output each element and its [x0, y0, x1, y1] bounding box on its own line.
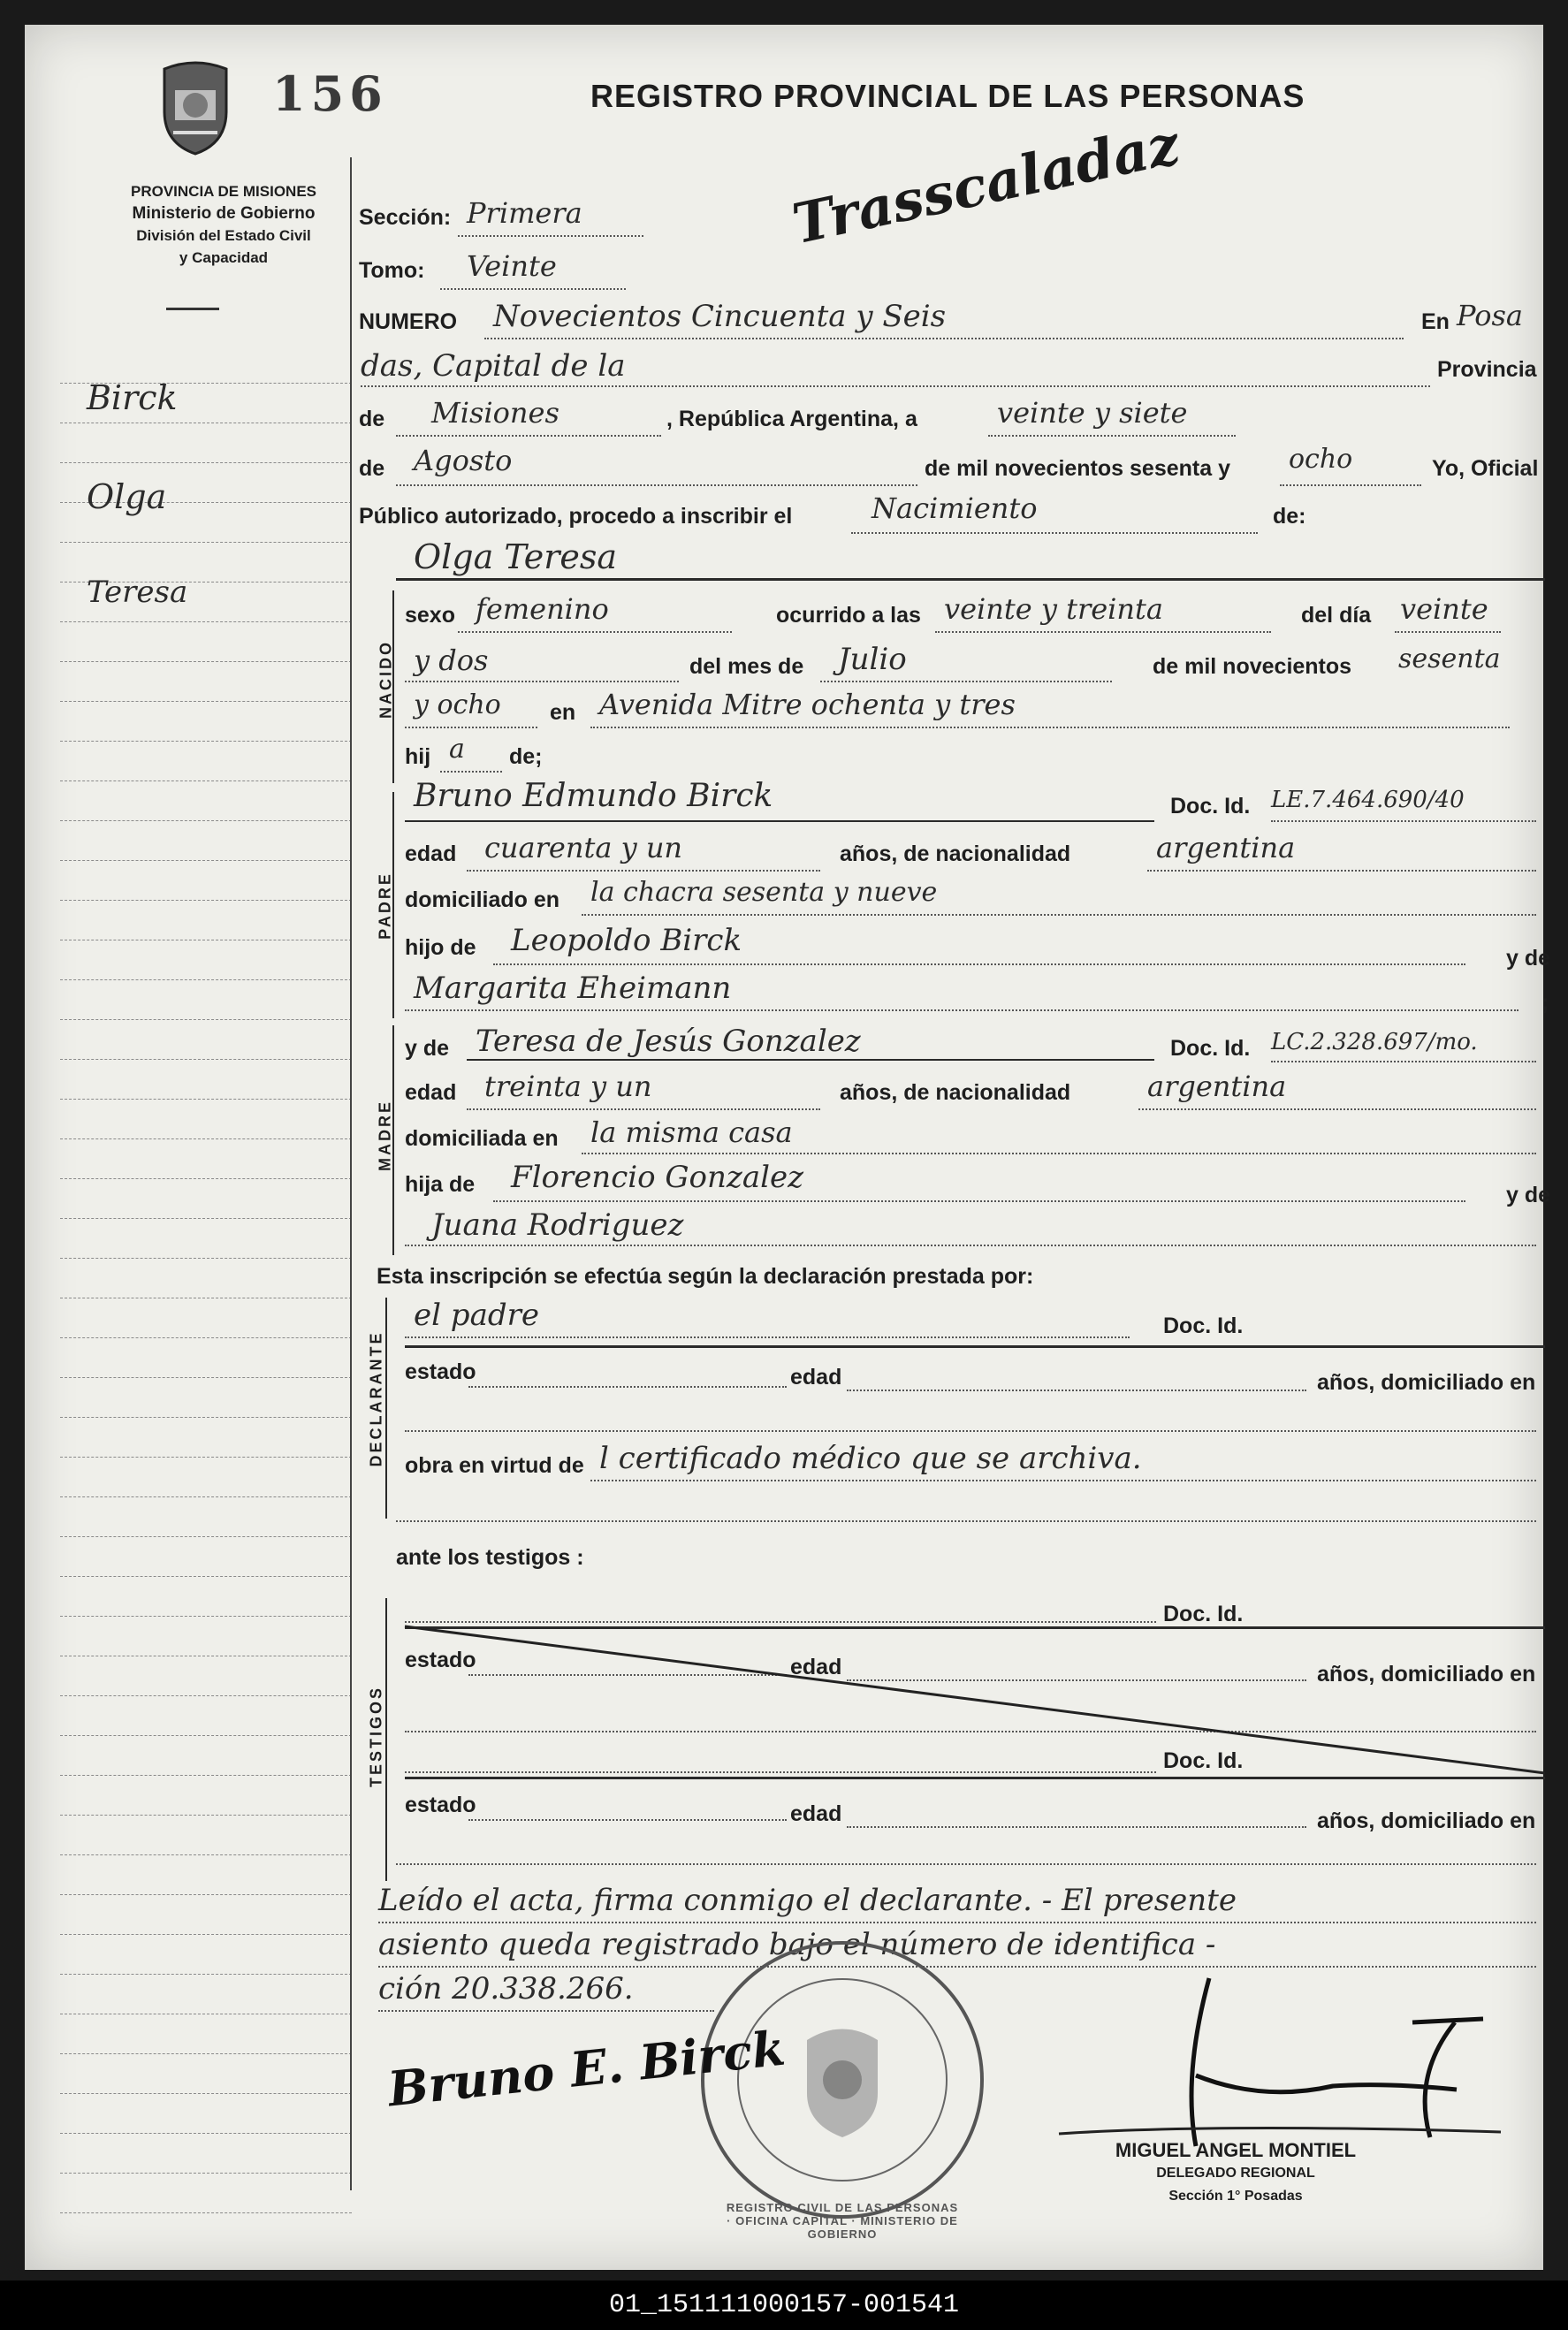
madre-domicilio: la misma casa	[590, 1116, 793, 1149]
testigo2-doc-label: Doc. Id.	[1163, 1748, 1244, 1773]
closing-line-2: asiento queda registrado bajo el número de identifica -	[378, 1927, 1216, 1962]
madre-hija-label: hija de	[405, 1172, 476, 1197]
seal-text: REGISTRO CIVIL DE LAS PERSONAS · OFICINA CAPITAL · MINISTERIO DE GOBIERNO	[726, 2201, 959, 2241]
month-value: Agosto	[414, 444, 513, 477]
declarant-signature: Bruno E. Birck	[384, 2019, 788, 2118]
declarante-doc-label: Doc. Id.	[1163, 1313, 1244, 1338]
declarante-intro: Esta inscripción se efectúa según la declaración prestada por:	[377, 1264, 1034, 1289]
nacido-side-label: NACIDO	[377, 640, 395, 719]
office-divider	[166, 308, 219, 310]
padre-nacionalidad: argentina	[1156, 831, 1296, 864]
testigos-cancel-stroke	[405, 1626, 1545, 1777]
page-title: REGISTRO PROVINCIAL DE LAS PERSONAS	[590, 78, 1305, 114]
closing-line-1: Leído el acta, firma conmigo el declarante. - El presente	[378, 1883, 1237, 1918]
official-name: MIGUEL ANGEL MONTIEL	[1115, 2139, 1357, 2161]
declarante-name: el padre	[414, 1298, 539, 1333]
obra-label: obra en virtud de	[405, 1453, 584, 1478]
folio-number: 156	[272, 65, 388, 122]
lugar-value: Avenida Mitre ochenta y tres	[599, 688, 1016, 721]
padre-edad: cuarenta y un	[484, 831, 683, 864]
declarante-side-label: DECLARANTE	[367, 1330, 385, 1467]
padre-name: Bruno Edmundo Birck	[414, 778, 773, 814]
oficial-label: Yo, Oficial	[1432, 456, 1539, 481]
testigo1-doc-label: Doc. Id.	[1163, 1602, 1244, 1626]
padre-domicilio: la chacra sesenta y nueve	[590, 877, 938, 908]
madre-y-de-label-2: y de	[1506, 1183, 1551, 1207]
madre-doc: LC.2.328.697/mo.	[1271, 1029, 1478, 1055]
madre-name: Teresa de Jesús Gonzalez	[476, 1024, 861, 1059]
en-label-2: en	[550, 700, 576, 725]
anio-part2: y ocho	[414, 689, 501, 720]
madre-edad: treinta y un	[484, 1070, 652, 1103]
madre-anios-label: años, de nacionalidad	[840, 1080, 1071, 1105]
acto-value: Nacimiento	[872, 491, 1038, 525]
madre-madre-de: Juana Rodriguez	[431, 1207, 684, 1243]
padre-padre-de: Leopoldo Birck	[511, 923, 742, 958]
day-value: veinte y siete	[997, 396, 1188, 430]
hij-de-label: de;	[509, 744, 543, 769]
madre-name-rule	[467, 1059, 1154, 1061]
testigo2-anios-label: años, domiciliado en	[1317, 1808, 1536, 1833]
closing-line-3: ción 20.338.266.	[378, 1971, 634, 2006]
madre-doc-label: Doc. Id.	[1170, 1036, 1251, 1061]
hij-label: hij	[405, 744, 431, 769]
padre-name-rule	[405, 820, 1154, 822]
madre-edad-label: edad	[405, 1080, 457, 1105]
numero-label: NUMERO	[359, 309, 458, 334]
hij-suffix: a	[449, 734, 465, 765]
office-block	[60, 180, 387, 269]
testigo2-rule	[405, 1777, 1545, 1779]
publico-label: Público autorizado, procedo a inscribir el	[359, 504, 793, 529]
margin-rule	[350, 157, 352, 2190]
padre-anios-label: años, de nacionalidad	[840, 841, 1071, 866]
padre-side-label: PADRE	[376, 872, 394, 940]
testigos-side-label: TESTIGOS	[367, 1686, 385, 1788]
provincia-value: Misiones	[431, 396, 559, 430]
dia-part1: veinte	[1400, 592, 1488, 626]
padre-hijo-label: hijo de	[405, 935, 476, 960]
padre-semicolon: ;	[1541, 990, 1549, 1015]
seccion-value: Primera	[467, 196, 582, 230]
declarante-anios-label: años, domiciliado en	[1317, 1370, 1536, 1395]
madre-domicilio-label: domiciliada en	[405, 1126, 559, 1151]
madre-padre-de: Florencio Gonzalez	[511, 1160, 804, 1195]
tomo-value: Veinte	[467, 249, 557, 283]
anio-part1: sesenta	[1398, 643, 1501, 674]
del-dia-label: del día	[1301, 603, 1372, 628]
ocurrido-label: ocurrido a las	[776, 603, 921, 628]
place-part1: Posa	[1457, 299, 1523, 332]
margin-middle-name: Teresa	[87, 575, 188, 610]
mil-label: de mil novecientos sesenta y	[925, 456, 1230, 481]
seccion-label: Sección:	[359, 205, 452, 230]
madre-side-label: MADRE	[376, 1100, 394, 1171]
testigo1-estado-label: estado	[405, 1648, 476, 1672]
margin-first-name: Olga	[87, 477, 167, 516]
mes-label: del mes de	[689, 654, 804, 679]
margin-surname: Birck	[87, 378, 178, 417]
nacido-rule	[396, 578, 1545, 581]
office-line: División del Estado Civil	[136, 227, 311, 244]
padre-doc-label: Doc. Id.	[1170, 794, 1251, 819]
office-line: PROVINCIA DE MISIONES	[130, 183, 316, 200]
sexo-value: femenino	[476, 592, 609, 626]
padre-y-de-label: y de	[1506, 946, 1551, 971]
year-suffix: ocho	[1289, 444, 1353, 475]
office-line: Ministerio de Gobierno	[132, 204, 316, 223]
dia-part2: y dos	[414, 643, 489, 677]
declarante-estado-label: estado	[405, 1359, 476, 1384]
tomo-label: Tomo:	[359, 258, 425, 283]
madre-y-de-label: y de	[405, 1036, 450, 1061]
office-line: y Capacidad	[179, 249, 269, 266]
madre-nacionalidad: argentina	[1147, 1070, 1287, 1103]
declarante-edad-label: edad	[790, 1365, 842, 1390]
mes-value: Julio	[838, 642, 907, 677]
obra-value: l certificado médico que se archiva.	[599, 1441, 1142, 1476]
provincia-label: Provincia	[1437, 357, 1537, 382]
margin-ledger	[60, 361, 361, 2261]
declarante-rule	[405, 1345, 1545, 1348]
testigos-intro: ante los testigos :	[396, 1545, 584, 1570]
de-label-2: de	[359, 456, 385, 481]
place-part2: das, Capital de la	[361, 348, 626, 384]
official-stamp	[1059, 2139, 1412, 2208]
provincial-crest	[156, 57, 235, 156]
en-label: En	[1421, 309, 1450, 334]
padre-doc: LE.7.464.690/40	[1271, 787, 1465, 813]
official-signature	[1041, 1969, 1519, 2155]
padre-madre-de: Margarita Eheimann	[414, 971, 732, 1006]
footer-caption: 01_151111000157-001541	[0, 2281, 1568, 2330]
republica-label: , República Argentina, a	[666, 407, 917, 431]
testigo1-edad-label: edad	[790, 1655, 842, 1679]
testigo1-anios-label: años, domiciliado en	[1317, 1662, 1536, 1687]
document-sheet	[25, 25, 1551, 2270]
de-label: de	[359, 407, 385, 431]
padre-edad-label: edad	[405, 841, 457, 866]
padre-domicilio-label: domiciliado en	[405, 887, 560, 912]
hora-value: veinte y treinta	[944, 592, 1163, 626]
sexo-label: sexo	[405, 603, 455, 628]
numero-value: Novecientos Cincuenta y Seis	[493, 299, 947, 334]
testigo2-estado-label: estado	[405, 1793, 476, 1817]
official-title: DELEGADO REGIONAL	[1156, 2166, 1315, 2181]
nacido-name: Olga Teresa	[414, 537, 618, 576]
de-colon-label: de:	[1273, 504, 1306, 529]
official-section: Sección 1° Posadas	[1168, 2189, 1303, 2204]
testigo2-edad-label: edad	[790, 1801, 842, 1826]
transcribed-stamp: Trasscaladaz	[787, 111, 1185, 257]
mil-label-2: de mil novecientos	[1153, 654, 1352, 679]
